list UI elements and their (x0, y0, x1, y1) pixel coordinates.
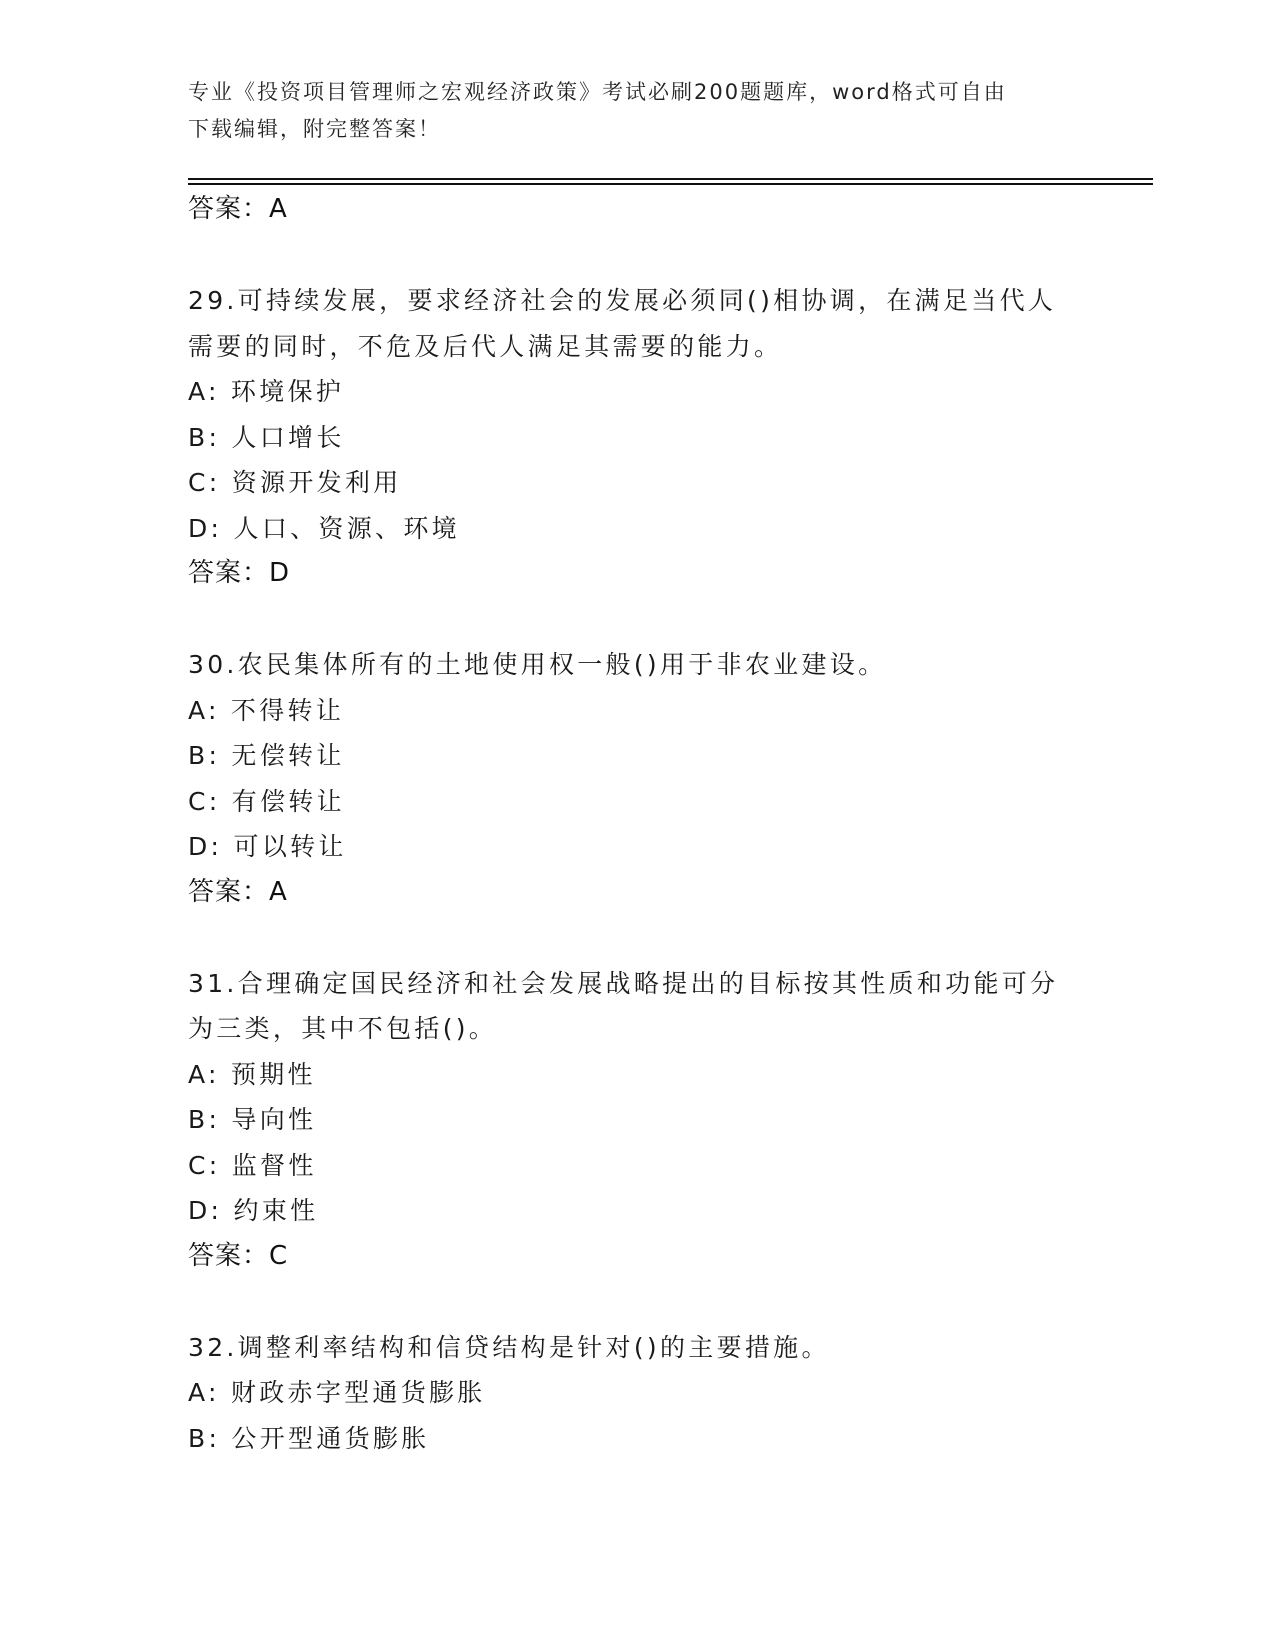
answer-line: 答案：C (188, 1240, 289, 1271)
question-29 (188, 278, 1088, 597)
option-d: D: 可以转让 (188, 832, 347, 861)
question-stem: 需要的同时，不危及后代人满足其需要的能力。 (188, 331, 783, 361)
question-stem: 为三类，其中不包括()。 (188, 1014, 498, 1043)
option-d: D: 约束性 (188, 1196, 319, 1225)
option-a: A: 预期性 (188, 1059, 316, 1089)
question-list (188, 187, 1088, 1461)
option-c: C: 资源开发利用 (188, 468, 402, 497)
option-c: C: 监督性 (188, 1150, 317, 1180)
option-c: C: 有偿转让 (188, 786, 345, 816)
header-line-2: 下载编辑，附完整答案！ (188, 117, 441, 141)
header-divider-bottom (188, 183, 1153, 185)
question-32 (188, 1325, 1088, 1462)
option-a: A: 环境保护 (188, 377, 345, 406)
answer-line: 答案：D (188, 558, 291, 588)
option-b: B: 人口增长 (188, 422, 345, 452)
question-31 (188, 961, 1088, 1280)
answer-line: 答案：A (188, 876, 288, 907)
document-header (188, 74, 1088, 148)
question-stem: 30.农民集体所有的土地使用权一般()用于非农业建设。 (188, 650, 887, 679)
option-b: B: 公开型通货膨胀 (188, 1423, 430, 1453)
option-b: B: 导向性 (188, 1105, 317, 1134)
option-a: A: 不得转让 (188, 695, 345, 725)
answer-line: 答案：A (188, 194, 288, 224)
question-stem: 32.调整利率结构和信贷结构是针对()的主要措施。 (188, 1332, 830, 1362)
header-divider-top (188, 178, 1153, 180)
option-a: A: 财政赤字型通货膨胀 (188, 1378, 486, 1407)
option-d: D: 人口、资源、环境 (188, 513, 460, 543)
question-30 (188, 642, 1088, 915)
question-stem: 29.可持续发展，要求经济社会的发展必须同()相协调，在满足当代人 (188, 286, 1057, 315)
header-line-1: 专业《投资项目管理师之宏观经济政策》考试必刷200题题库，word格式可自由 (188, 80, 1007, 104)
question-stem: 31.合理确定国民经济和社会发展战略提出的目标按其性质和功能可分 (188, 968, 1059, 998)
option-b: B: 无偿转让 (188, 741, 345, 770)
